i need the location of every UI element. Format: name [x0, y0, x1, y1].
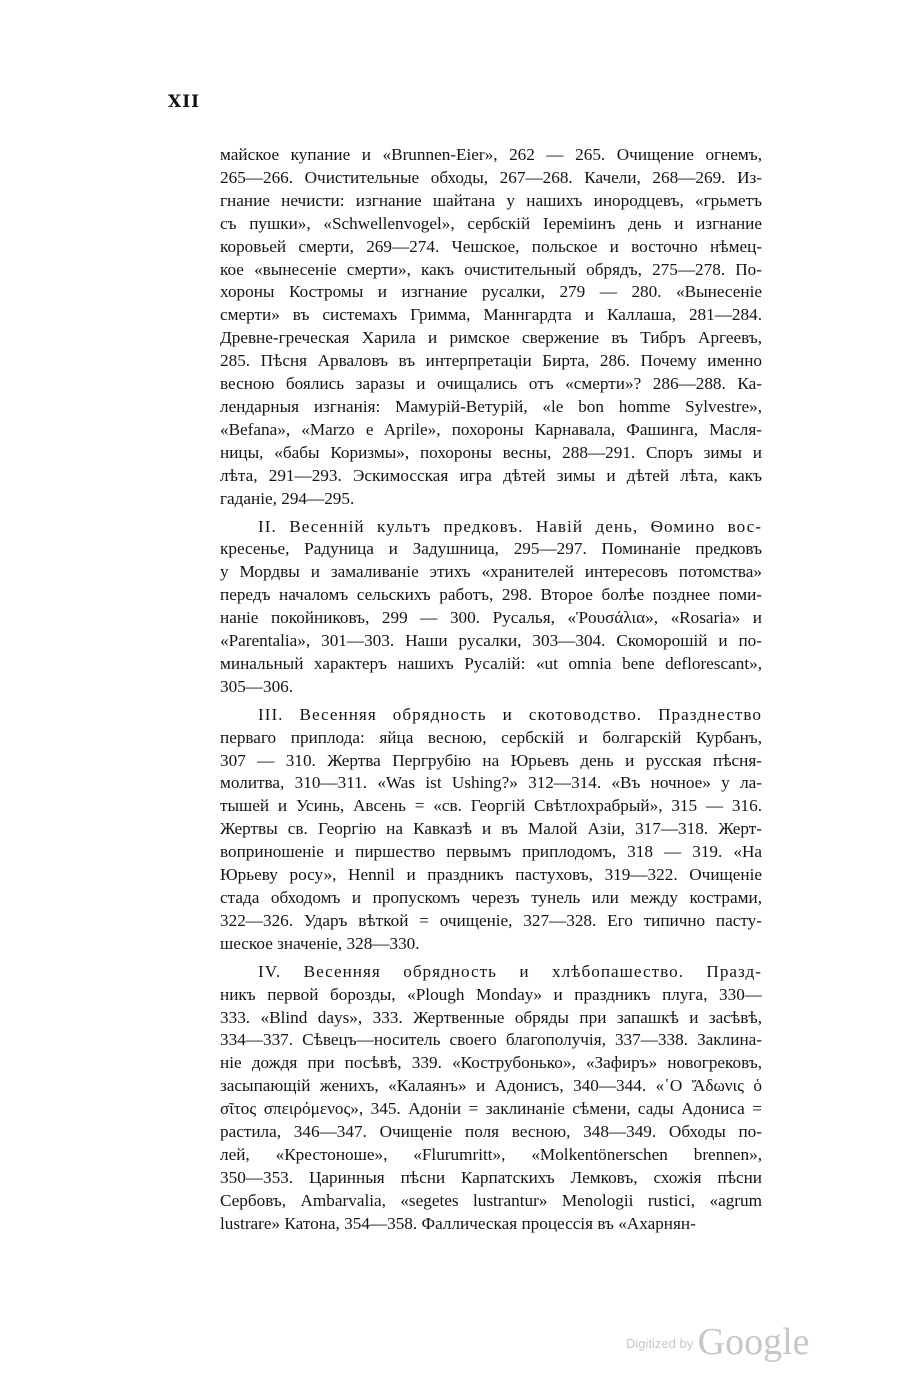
text-line: лей, «Крестоноше», «Flurumritt», «Molkentönerschen brennen»,: [220, 1144, 762, 1164]
text-line: II. Весенній культъ предковъ. Навій день, Ѳомино вос-: [258, 516, 762, 536]
text-line: перваго приплода: яйца весною, сербскій и болгарскій Курбанъ,: [220, 727, 762, 747]
text-line: стада обходомъ и пропускомъ черезъ тунель или между кострами,: [220, 888, 762, 907]
paragraph: [220, 704, 762, 956]
text-line: минальный характеръ нашихъ Русалій: «ut omnia bene deflorescant»,: [220, 653, 762, 673]
text-line: кресенье, Радуница и Задушница, 295—297. Поминаніе предковъ: [220, 539, 762, 559]
watermark-prefix: Digitized by: [626, 1336, 694, 1351]
text-line: 322—326. Ударъ вѣткой = очищеніе, 327—328. Его типично пасту-: [220, 910, 762, 930]
text-line: гаданіе, 294—295.: [220, 488, 355, 508]
text-line: IV. Весенняя обрядность и хлѣбопашество. Празд-: [258, 961, 762, 981]
text-line: σῖτος σπειρόμενος», 345. Адоніи = заклинаніе сѣмени, сады Адониса =: [220, 1099, 762, 1119]
text-line: гнание нечисти: изгнание шайтана у нашихъ инородцевъ, «грьметъ: [220, 190, 762, 210]
text-line: ницы, «бабы Коризмы», похороны весны, 288—291. Споръ зимы и: [220, 442, 762, 462]
text-line: тышей и Усинь, Авсень = «св. Георгій Свѣтлохрабрый», 315 — 316.: [220, 796, 762, 816]
text-line: у Мордвы и замаливаніе этихъ «хранителей интересовъ потомства»: [220, 562, 762, 582]
text-line: засыпающій женихъ, «Калаянъ» и Адонисъ, 340—344. «῾Ο Ἄδωνις ὁ: [220, 1076, 762, 1096]
text-line: 334—337. Сѣвецъ—носитель своего благополучія, 337—338. Заклина-: [220, 1030, 762, 1050]
text-line: 307 — 310. Жертва Пергрубію на Юрьевъ день и русская пѣсня-: [220, 750, 762, 770]
text-line: лендарныя изгнанія: Мамурій-Ветурій, «le bon homme Sylvestre»,: [220, 396, 762, 416]
page-number: XII: [168, 92, 201, 112]
text-line: лѣта, 291—293. Эскимосская игра дѣтей зимы и дѣтей лѣта, какъ: [220, 465, 762, 485]
text-line: весною боялись заразы и очищались отъ «смерти»? 286—288. Ка-: [220, 374, 762, 394]
text-line: воприношеніе и пиршество первымъ приплодомъ, 318 — 319. «На: [220, 842, 762, 862]
text-line: 285. Пѣсня Арваловъ въ интерпретаціи Бирта, 286. Почему именно: [220, 351, 762, 371]
text-line: хороны Костромы и изгнание русалки, 279 — 280. «Вынесеніе: [220, 282, 762, 302]
text-line: ніе дождя при посѣвѣ, 339. «Кострубонько», «Зафиръ» новогрековъ,: [220, 1053, 762, 1073]
text-line: майское купание и «Brunnen-Eier», 262 — 265. Очищение огнемъ,: [220, 145, 762, 164]
paragraph: [220, 516, 762, 699]
text-line: никъ первой борозды, «Plough Monday» и праздникъ плуга, 330—: [220, 984, 762, 1004]
watermark: [626, 1320, 810, 1364]
text-line: растила, 346—347. Очищеніе поля весною, 348—349. Обходы по-: [220, 1122, 762, 1142]
paragraph: [220, 144, 762, 511]
text-line: Жертвы св. Георгію на Кавказѣ и въ Малой Азіи, 317—318. Жерт-: [220, 819, 762, 839]
text-line: передъ началомъ сельскихъ работъ, 298. Второе болѣе позднее поми-: [220, 585, 762, 605]
text-line: молитва, 310—311. «Was ist Ushing?» 312—314. «Въ ночное» у ла-: [220, 773, 762, 793]
text-line: Сербовъ, Ambarvalia, «segetes lustrantur» Menologii rustici, «agrum: [220, 1190, 762, 1210]
text-line: шеское значеніе, 328—330.: [220, 933, 420, 953]
text-line: съ пушки», «Schwellenvogel», сербскій Іереміинъ день и изгнание: [220, 213, 762, 233]
text-line: 305—306.: [220, 676, 294, 696]
text-line: «Parentalia», 301—303. Наши русалки, 303—304. Скоморошій и по-: [220, 631, 762, 651]
text-line: коровьей смерти, 269—274. Чешское, польское и восточно нѣмец-: [220, 236, 762, 256]
text-line: 265—266. Очистительные обходы, 267—268. Качели, 268—269. Из-: [220, 167, 762, 187]
text-line: III. Весенняя обрядность и скотоводство. Празднество: [258, 704, 762, 724]
text-line: lustrare» Катона, 354—358. Фаллическая процессія въ «Ахарнян-: [220, 1213, 696, 1233]
google-logo: Google: [697, 1321, 810, 1363]
text-line: Древне-греческая Харила и римское свержение въ Тибръ Аргеевъ,: [220, 328, 762, 348]
text-line: Юрьеву росу», Hennil и праздникъ пастуховъ, 319—322. Очищеніе: [220, 865, 762, 885]
text-line: 333. «Blind days», 333. Жертвенные обряды при запашкѣ и засѣвѣ,: [220, 1007, 762, 1027]
text-line: 350—353. Царинныя пѣсни Карпатскихъ Лемковъ, схожія пѣсни: [220, 1167, 762, 1187]
text-line: кое «вынесеніе смерти», какъ очистительный обрядъ, 275—278. По-: [220, 259, 762, 279]
text-block: [220, 144, 762, 1241]
text-line: «Befana», «Marzo e Aprile», похороны Карнавала, Фашинга, Масля-: [220, 419, 762, 439]
text-line: наніе покойниковъ, 299 — 300. Русалья, «Ῥουσάλια», «Rosaria» и: [220, 608, 762, 628]
paragraph: [220, 961, 762, 1236]
text-line: смерти» въ системахъ Гримма, Маннгардта и Каллаша, 281—284.: [220, 305, 762, 325]
